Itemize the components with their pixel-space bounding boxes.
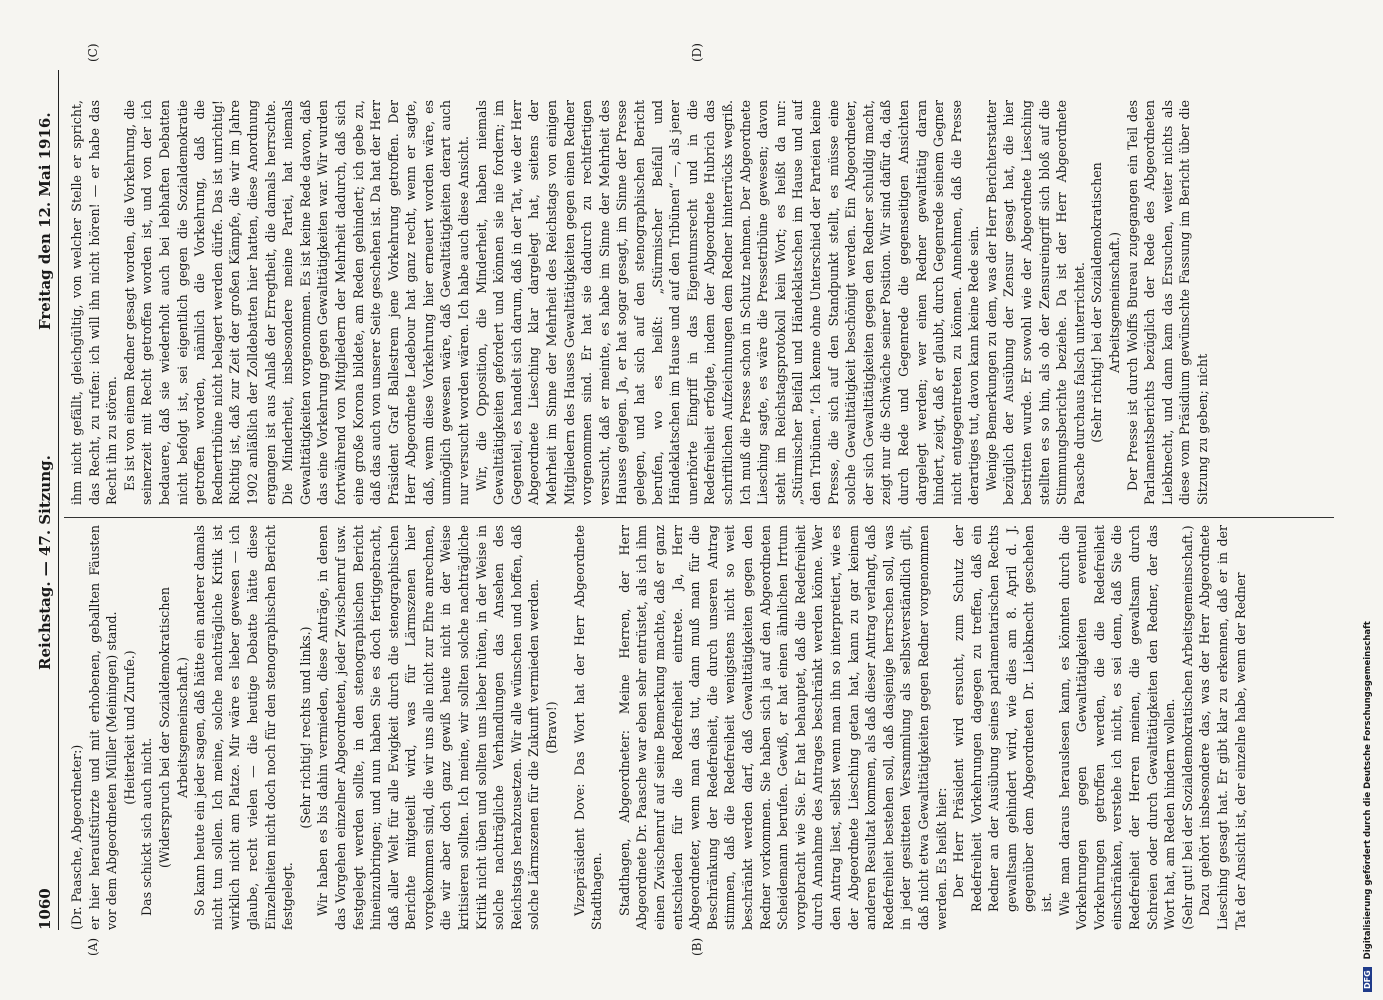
right-column — [68, 100, 1338, 505]
margin-marker-c: (C) — [86, 43, 100, 62]
paragraph: Wenige Bemerkungen zu dem, was der Herr Berichterstatter bezüglich der Ausübung der Zensur gesagt hat, die hier bestritten wurde. Er sowohl wie der Abgeordnete Liesching stellten es so hin, als ob der Zensureingriff sich bloß auf die Stimmungsberichte beziehe. Da ist der Herr Abgeordnete Paasche durchaus falsch unterrichtet. — [983, 100, 1087, 505]
page-header — [32, 70, 59, 930]
page-number: 1060 — [36, 888, 54, 930]
left-column — [68, 525, 1338, 930]
paragraph: Das schickt sich auch nicht. — [139, 737, 155, 916]
margin-marker-b: (B) — [690, 937, 704, 956]
margin-marker-a: (A) — [86, 937, 100, 956]
chair-announcement: Vizepräsident Dove: Das Wort hat der Herr Abgeordnete Stadthagen. — [571, 525, 605, 930]
interjection: (Widerspruch bei der Sozialdemokratischen Arbeitsgemeinschaft.) — [156, 587, 190, 868]
quoted-motion: Der Herr Präsident wird ersucht, zum Schutz der Redefreiheit Vorkehrungen dagegen zu treffen, daß ein Redner an der Ausübung seines parlamentarischen Rechts gewaltsam gehindert wird, wie dies am 8. April d. J. gegenüber dem Abgeordneten Dr. Liebknecht geschehen ist. — [951, 525, 1055, 912]
session-date: Freitag den 12. Mai 1916. — [36, 112, 54, 330]
paragraph: Dazu gehört insbesondere das, was der Herr Abgeordnete Liesching gesagt hat. Er gibt klar zu erkennen, daß er in der Tat der Ansicht ist, der einzelne habe, wenn der Redner — [1197, 525, 1248, 930]
interjection: (Bravo!) — [544, 701, 560, 754]
interjection: (Heiterkeit und Zurufe.) — [121, 650, 137, 805]
paragraph: ihm nicht gefällt, gleichgültig, von welcher Stelle er spricht, das Recht, zu rufen: ich will ihn nicht hören! — er habe das Recht ihn zu stören. — [69, 100, 120, 505]
credit-text: Digitalisierung gefördert durch die Deutsche Forschungsgemeinschaft — [1363, 621, 1373, 960]
digitization-credit — [1363, 8, 1377, 992]
interjection: (Sehr richtig! rechts und links.) — [297, 626, 313, 829]
speaker-continuation: (Dr. Paasche, Abgeordneter:) — [69, 744, 84, 930]
interjection: (Sehr gut! bei der Sozialdemokratischen Arbeitsgemeinschaft.) — [1179, 525, 1195, 930]
column-divider — [64, 517, 1334, 518]
paragraph: Wir haben es bis dahin vermieden, diese Anträge, in denen das Vorgehen einzelner Abgeordneten, jeder Zwischenruf usw. festgelegt werden sollte, in den stenographischen Bericht hineinzubringen; und nun haben Sie es doch fertiggebracht, daß aller Welt für alle Ewigkeit durch die stenographischen Berichte mitgeteilt wird, was für Lärmszenen hier vorgekommen sind, die wir uns alle nicht zur Ehre anrechnen, die wir aber doch ganz gewiß heute nicht in der Weise kritisieren sollten. Ich meine, wir sollten solche nachträgliche Kritik nicht üben und sollten uns lieber hüten, in der Weise in solche nachträgliche Verhandlungen das Ansehen des Reichstags herabzusetzen. Wir alle wünschen und hoffen, daß solche Lärmszenen für die Zukunft vermieden werden. — [315, 525, 542, 930]
speech-start: Stadthagen, Abgeordneter: Meine Herren, der Herr Abgeordnete Dr. Paasche war eben sehr entrüstet, als ich ihm einen Zwischenruf auf seine Bemerkung machte, daß er ganz entschieden für die Redefreiheit eintrete. Ja, Herr Abgeordneter, wenn man das tut, dann muß man für die Beschränkung der Redefreiheit, die durch unseren Antrag stimmen, daß die Redefreiheit wenigstens nicht so weit beschränkt werden darf, daß Gewalttätigkeiten gegen den Redner vorkommen. Sie haben sich ja auf den Abgeordneten Scheidemann berufen. Gewiß, er hat einen ähnlichen Irrtum vorgebracht wie Sie. Er hat behauptet, daß die Redefreiheit durch Annahme des Antrages beschränkt werden könne. Wer den Antrag liest, selbst wenn man ihn so interpretiert, wie es der Abgeordnete Liesching getan hat, kann zu gar keinem anderen Resultat kommen, als daß dieser Antrag verlangt, daß Redefreiheit bestehen soll, daß dasjenige herrschen soll, was in jeder gesitteten Versammlung als selbstverständlich gilt, daß nicht etwa Gewalttätigkeiten gegen Redner vorgenommen werden. Es heißt hier: — [616, 525, 949, 930]
paragraph: Wir, die Opposition, die Minderheit, haben niemals Gewalttätigkeiten gefordert und können sie nie fordern; im Gegenteil, es handelt sich darum, daß in der Tat, wie der Herr Abgeordnete Liesching klar dargelegt hat, seitens der Mehrheit im Sinne der Mehrheit des Reichstags von einigen Mitgliedern des Hauses Gewalttätigkeiten gegen einen Redner vorgenommen sind. Er hat sie dadurch zu rechtfertigen versucht, daß er meinte, es habe im Sinne der Mehrheit des Hauses gelegen. Ja, er hat sogar gesagt, im Sinne der Presse gelegen, und hat sich auf den stenographischen Bericht berufen, wo es heißt: „Stürmischer Beifall und Händeklatschen im Hause und auf den Tribünen“ —, als jener unerhörte Eingriff in das Eigentumsrecht und in die Redefreiheit erfolgte, indem der Abgeordnete Hubrich das schriftlichen Aufzeichnungen dem Redner hinterrücks wegriß. Ich muß die Presse schon in Schutz nehmen. Der Abgeordnete Liesching sagte, es wäre die Pressetribüne gewesen; davon steht im Reichstagsprotokoll kein Wort; es heißt da nur: „Stürmischer Beifall und Händeklatschen im Hause und auf den Tribünen.“ Ich kenne ohne Unterschied der Parteien keine Presse, die sich auf den Standpunkt stellt, es müsse eine solche Gewalttätigkeit beschönigt werden. Ein Abgeordneter, der sich Gewalttätigkeiten gegen den Redner schuldig macht, zeigt nur die Schwäche seiner Position. Wir sind dafür da, daß durch Rede und Gegenrede die gegenseitigen Ansichten dargelegt werden; wer einen Redner gewalttätig daran hindert, zeigt, daß er glaubt, durch Gegenrede seinem Gegner nicht entgegentreten zu können. Annehmen, daß die Presse derartiges tut, davon kann keine Rede sein. — [473, 100, 982, 505]
dfg-logo: DFG — [1363, 967, 1372, 992]
paragraph: So kann heute ein jeder sagen, daß hätte ein anderer damals nicht tun sollen. Ich meine, solche nachträgliche Kritik ist wirklich nicht am Platze. Mir wäre es lieber gewesen — ich glaube, recht vielen — die heutige Debatte hätte diese Einzelheiten nicht doch noch für den stenographischen Bericht festgelegt. — [192, 525, 296, 930]
session-title: Reichstag. — 47. Sitzung. — [36, 455, 54, 670]
paragraph: Der Presse ist durch Wolffs Bureau zugegangen ein Teil des Parlamentsberichts bezüglich der Rede des Abgeordneten Liebknecht, und dann kam das Ersuchen, weiter nichts als diese vom Präsidium gewünschte Fassung im Bericht über die Sitzung zu geben; nicht — [1124, 100, 1210, 505]
paragraph: Wie man daraus herauslesen kann, es könnten durch die Vorkehrungen gegen Gewalttätigkeiten eventuell Vorkehrungen getroffen werden, die die Redefreiheit einschränken, verstehe ich nicht, es sei denn, daß Sie die Redefreiheit der Herren meinen, die gewaltsam durch Schreien oder durch Gewalttätigkeiten den Redner, der das Wort hat, am Reden hindern wollen. — [1056, 525, 1178, 930]
margin-marker-d: (D) — [690, 43, 704, 62]
paragraph: er hier heraufstürzte und mit erhobenen, geballten Fäusten vor dem Abgeordneten Müller (Meiningen) stand. — [86, 525, 120, 930]
interjection: (Sehr richtig! bei der Sozialdemokratischen Arbeitsgemeinschaft.) — [1089, 162, 1123, 443]
paragraph: Es ist von einem Redner gesagt worden, die Vorkehrung, die seinerzeit mit Recht getroffen worden ist, und von der ich bedauere, daß sie wiederholt auch bei lebhaften Debatten nicht befolgt ist, sei eigentlich gegen die Sozialdemokratie getroffen worden, nämlich die Vorkehrung, daß die Rednertribüne nicht belagert werden dürfe. Das ist unrichtig! Richtig ist, daß zur Zeit der großen Kämpfe, die wir im Jahre 1902 anläßlich der Zolldebatten hier hatten, diese Anordnung ergangen ist aus Anlaß der Erregtheit, die damals herrschte. Die Minderheit, insbesondere meine Partei, hat niemals Gewalttätigkeiten vorgenommen. Es ist keine Rede davon, daß das eine Vorkehrung gegen Gewalttätigkeiten war. Wir wurden fortwährend von Mitgliedern der Mehrheit dadurch, daß sich eine große Korona bildete, am Reden gehindert; ich gebe zu, daß das auch von unserer Seite geschehen ist. Da hat der Herr Präsident Graf Ballestrem jene Vorkehrung getroffen. Der Herr Abgeordnete Ledebour hat ganz recht, wenn er sagte, daß, wenn diese Vorkehrung hier erneuert worden wäre, es unmöglich gewesen wäre, daß Gewalttätigkeiten derart auch nur versucht worden wären. Ich habe auch diese Ansicht. — [121, 100, 472, 505]
